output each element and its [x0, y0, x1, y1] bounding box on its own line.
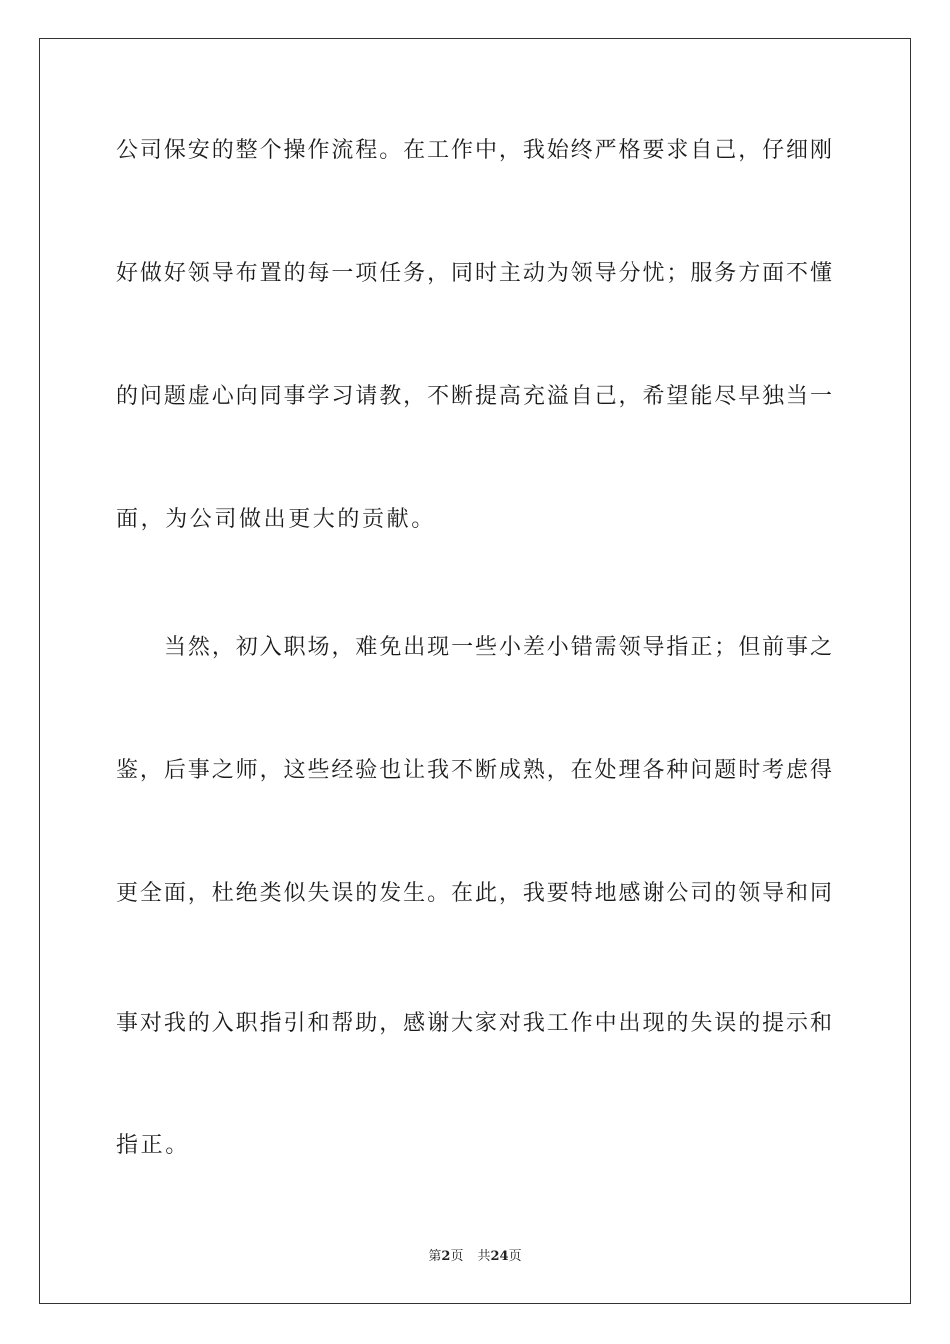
paragraph-line: 更全面，杜绝类似失误的发生。在此，我要特地感谢公司的领导和同 [116, 881, 832, 906]
page-number: 2 [441, 1249, 451, 1264]
total-prefix: 共 [477, 1249, 491, 1264]
paragraph-line: 好做好领导布置的每一项任务，同时主动为领导分忧；服务方面不懂 [116, 261, 832, 286]
page-footer [0, 1248, 950, 1266]
page-prefix: 第 [428, 1249, 442, 1264]
page-suffix: 页 [450, 1249, 464, 1264]
paragraph-line: 公司保安的整个操作流程。在工作中，我始终严格要求自己，仔细刚 [116, 138, 832, 163]
total-suffix: 页 [508, 1249, 522, 1264]
paragraph-line: 面，为公司做出更大的贡献。 [116, 507, 436, 532]
page-border [39, 38, 911, 1304]
paragraph-line: 指正。 [116, 1133, 190, 1158]
paragraph-line: 的问题虚心向同事学习请教，不断提高充溢自己，希望能尽早独当一 [116, 384, 832, 409]
paragraph-line: 事对我的入职指引和帮助，感谢大家对我工作中出现的失误的提示和 [116, 1011, 832, 1036]
total-pages: 24 [490, 1249, 509, 1264]
total-pages-indicator [477, 1249, 521, 1264]
paragraph-line: 鉴，后事之师，这些经验也让我不断成熟，在处理各种问题时考虑得 [116, 758, 832, 783]
paragraph-line: 当然，初入职场，难免出现一些小差小错需领导指正；但前事之 [164, 635, 832, 660]
page-indicator [428, 1249, 463, 1264]
